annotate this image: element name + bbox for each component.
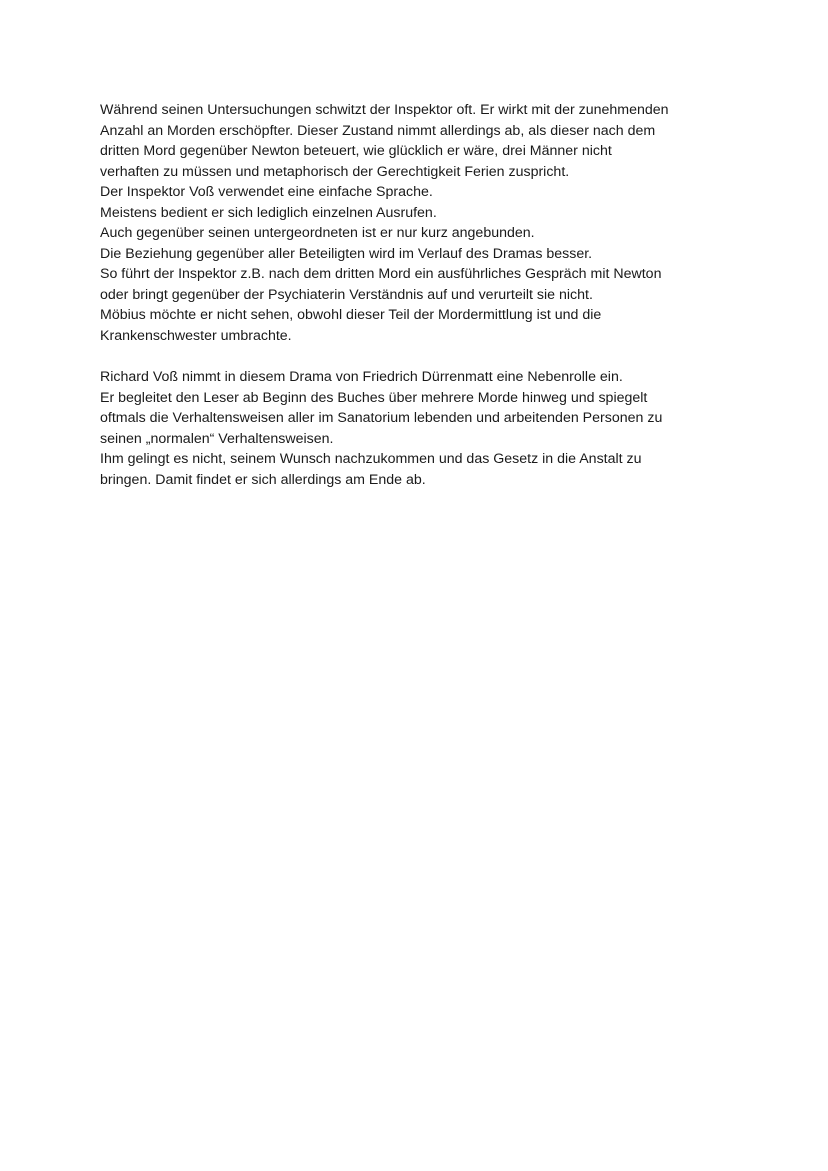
text-line: Richard Voß nimmt in diesem Drama von Friedrich Dürrenmatt eine Nebenrolle ein.	[100, 369, 623, 385]
text-line: Anzahl an Morden erschöpfter. Dieser Zustand nimmt allerdings ab, als dieser nach dem	[100, 122, 656, 139]
text-line: Auch gegenüber seinen untergeordneten ist er nur kurz angebunden.	[100, 225, 535, 241]
text-line: Krankenschwester umbrachte.	[100, 327, 292, 344]
text-line: Er begleitet den Leser ab Beginn des Buches über mehrere Morde hinweg und spiegelt	[100, 389, 648, 406]
text-line: Meistens bedient er sich lediglich einzelnen Ausrufen.	[100, 204, 437, 221]
text-line: oftmals die Verhaltensweisen aller im Sanatorium lebenden und arbeitenden Personen zu	[100, 410, 663, 426]
text-line: Der Inspektor Voß verwendet eine einfache Sprache.	[100, 184, 433, 200]
paragraph-1	[100, 100, 740, 346]
text-line: Ihm gelingt es nicht, seinem Wunsch nachzukommen und das Gesetz in die Anstalt zu	[100, 451, 642, 467]
text-line: bringen. Damit findet er sich allerdings am Ende ab.	[100, 471, 426, 488]
text-line: Möbius möchte er nicht sehen, obwohl dieser Teil der Mordermittlung ist und die	[100, 307, 602, 323]
text-line: verhaften zu müssen und metaphorisch der Gerechtigkeit Ferien zuspricht.	[100, 163, 570, 180]
text-line: seinen „normalen“ Verhaltensweisen.	[100, 430, 334, 447]
text-line: So führt der Inspektor z.B. nach dem dritten Mord ein ausführliches Gespräch mit Newton	[100, 266, 662, 282]
text-line: Während seinen Untersuchungen schwitzt der Inspektor oft. Er wirkt mit der zunehmenden	[100, 102, 669, 118]
text-line: oder bringt gegenüber der Psychiaterin Verständnis auf und verurteilt sie nicht.	[100, 286, 593, 303]
text-line: dritten Mord gegenüber Newton beteuert, wie glücklich er wäre, drei Männer nicht	[100, 143, 612, 159]
paragraph-2	[100, 367, 740, 490]
text-line: Die Beziehung gegenüber aller Beteiligten wird im Verlauf des Dramas besser.	[100, 245, 593, 262]
